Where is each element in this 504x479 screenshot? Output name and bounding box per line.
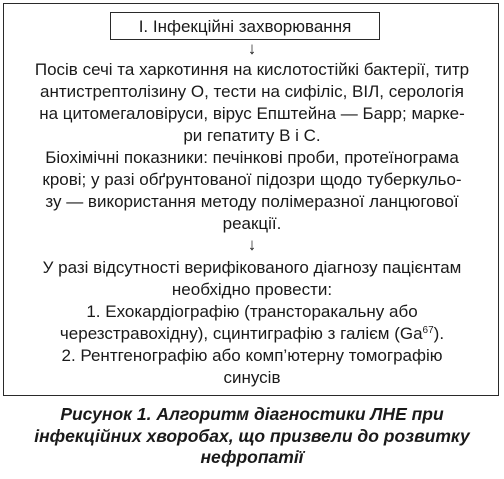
text-line: антистрептолізину О, тести на сифіліс, ВІЛ, серологія bbox=[40, 82, 464, 101]
text-line: ри гепатиту В і С. bbox=[183, 126, 321, 145]
caption-line: нефропатії bbox=[200, 447, 304, 467]
text-line: 1. Ехокардіографію (трансторакальну або bbox=[86, 302, 418, 321]
caption-line: інфекційних хворобах, що призвели до розвитку bbox=[34, 425, 470, 446]
text-fragment: ). bbox=[433, 324, 445, 343]
diagnostic-tests-block bbox=[0, 59, 504, 235]
text-line: крові; у разі обґрунтованої підозри щодо туберкульо- bbox=[42, 170, 462, 189]
text-fragment: черезстравохідну), сцинтиграфію з галієм (Ga bbox=[59, 324, 423, 343]
text-line: Біохімічні показники: печінкові проби, протеїнограма bbox=[45, 148, 459, 167]
figure-caption bbox=[0, 404, 504, 469]
down-arrow-icon: ↓ bbox=[247, 39, 257, 58]
section-title: I. Інфекційні захворювання bbox=[138, 16, 352, 36]
additional-exams-block bbox=[0, 257, 504, 389]
text-line: на цитомегаловіруси, вірус Епштейна — Барр; марке- bbox=[39, 104, 465, 123]
text-line: 2. Рентгенографію або комп’ютерну томографію bbox=[61, 346, 443, 365]
text-line: необхідно провести: bbox=[171, 280, 333, 299]
text-line: Посів сечі та харкотиння на кислотостійкі бактерії, титр bbox=[34, 60, 470, 79]
text-line: реакції. bbox=[222, 214, 282, 233]
down-arrow-icon: ↓ bbox=[247, 235, 257, 254]
caption-line: Рисунок 1. Алгоритм діагностики ЛНЕ при bbox=[60, 404, 444, 424]
text-line: синусів bbox=[223, 368, 281, 387]
text-line: У разі відсутності верифікованого діагнозу пацієнтам bbox=[42, 258, 462, 277]
text-line-with-superscript bbox=[0, 323, 504, 345]
text-line: зу — використання методу полімеразної ланцюгової bbox=[45, 192, 459, 211]
isotope-superscript: 67 bbox=[422, 325, 434, 336]
section-title-box bbox=[110, 12, 380, 40]
